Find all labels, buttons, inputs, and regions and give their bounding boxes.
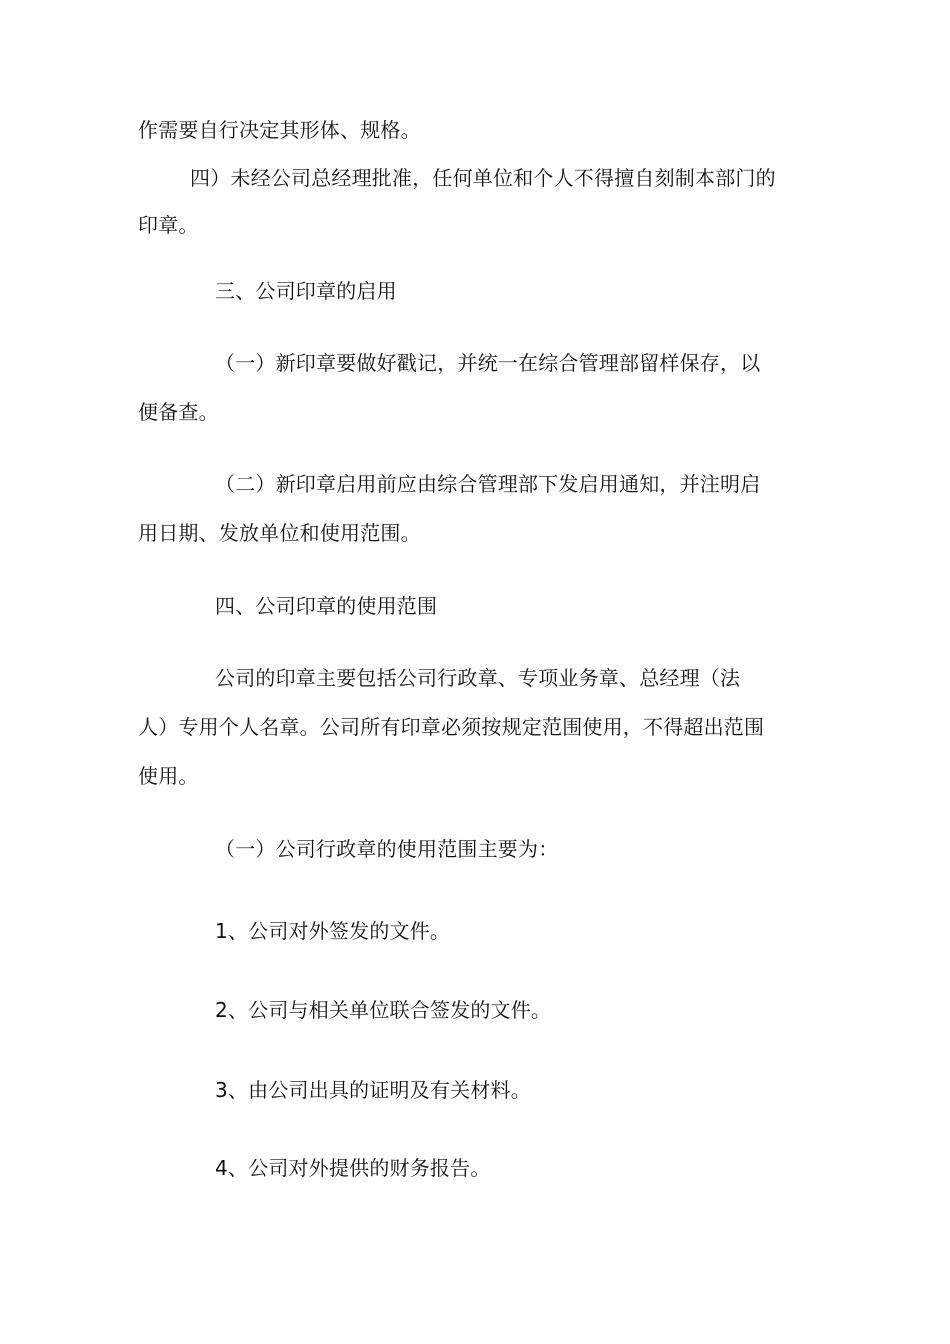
paragraph-line: 四）未经公司总经理批准，任何单位和个人不得擅自刻制本部门的 (190, 166, 776, 190)
paragraph-line: 印章。 (138, 213, 199, 237)
list-item: 1、公司对外签发的文件。 (215, 919, 451, 943)
section-heading: 三、公司印章的启用 (215, 279, 397, 303)
paragraph-line: （一）新印章要做好戳记，并统一在综合管理部留样保存，以 (215, 351, 761, 375)
paragraph-line: 用日期、发放单位和使用范围。 (138, 521, 421, 545)
paragraph-line: （二）新印章启用前应由综合管理部下发启用通知，并注明启 (215, 472, 761, 496)
list-item: 3、由公司出具的证明及有关材料。 (215, 1078, 531, 1102)
list-item: 4、公司对外提供的财务报告。 (215, 1156, 491, 1180)
paragraph-line: 便备查。 (138, 400, 219, 424)
section-heading: 四、公司印章的使用范围 (215, 594, 438, 618)
paragraph-line: 人）专用个人名章。公司所有印章必须按规定范围使用，不得超出范围 (138, 715, 765, 739)
list-item: 2、公司与相关单位联合签发的文件。 (215, 998, 552, 1022)
paragraph-line: 公司的印章主要包括公司行政章、专项业务章、总经理（法 (215, 666, 741, 690)
paragraph-line: 作需要自行决定其形体、规格。 (138, 118, 421, 142)
paragraph-line: 使用。 (138, 764, 199, 788)
subsection-heading: （一）公司行政章的使用范围主要为： (215, 837, 559, 861)
